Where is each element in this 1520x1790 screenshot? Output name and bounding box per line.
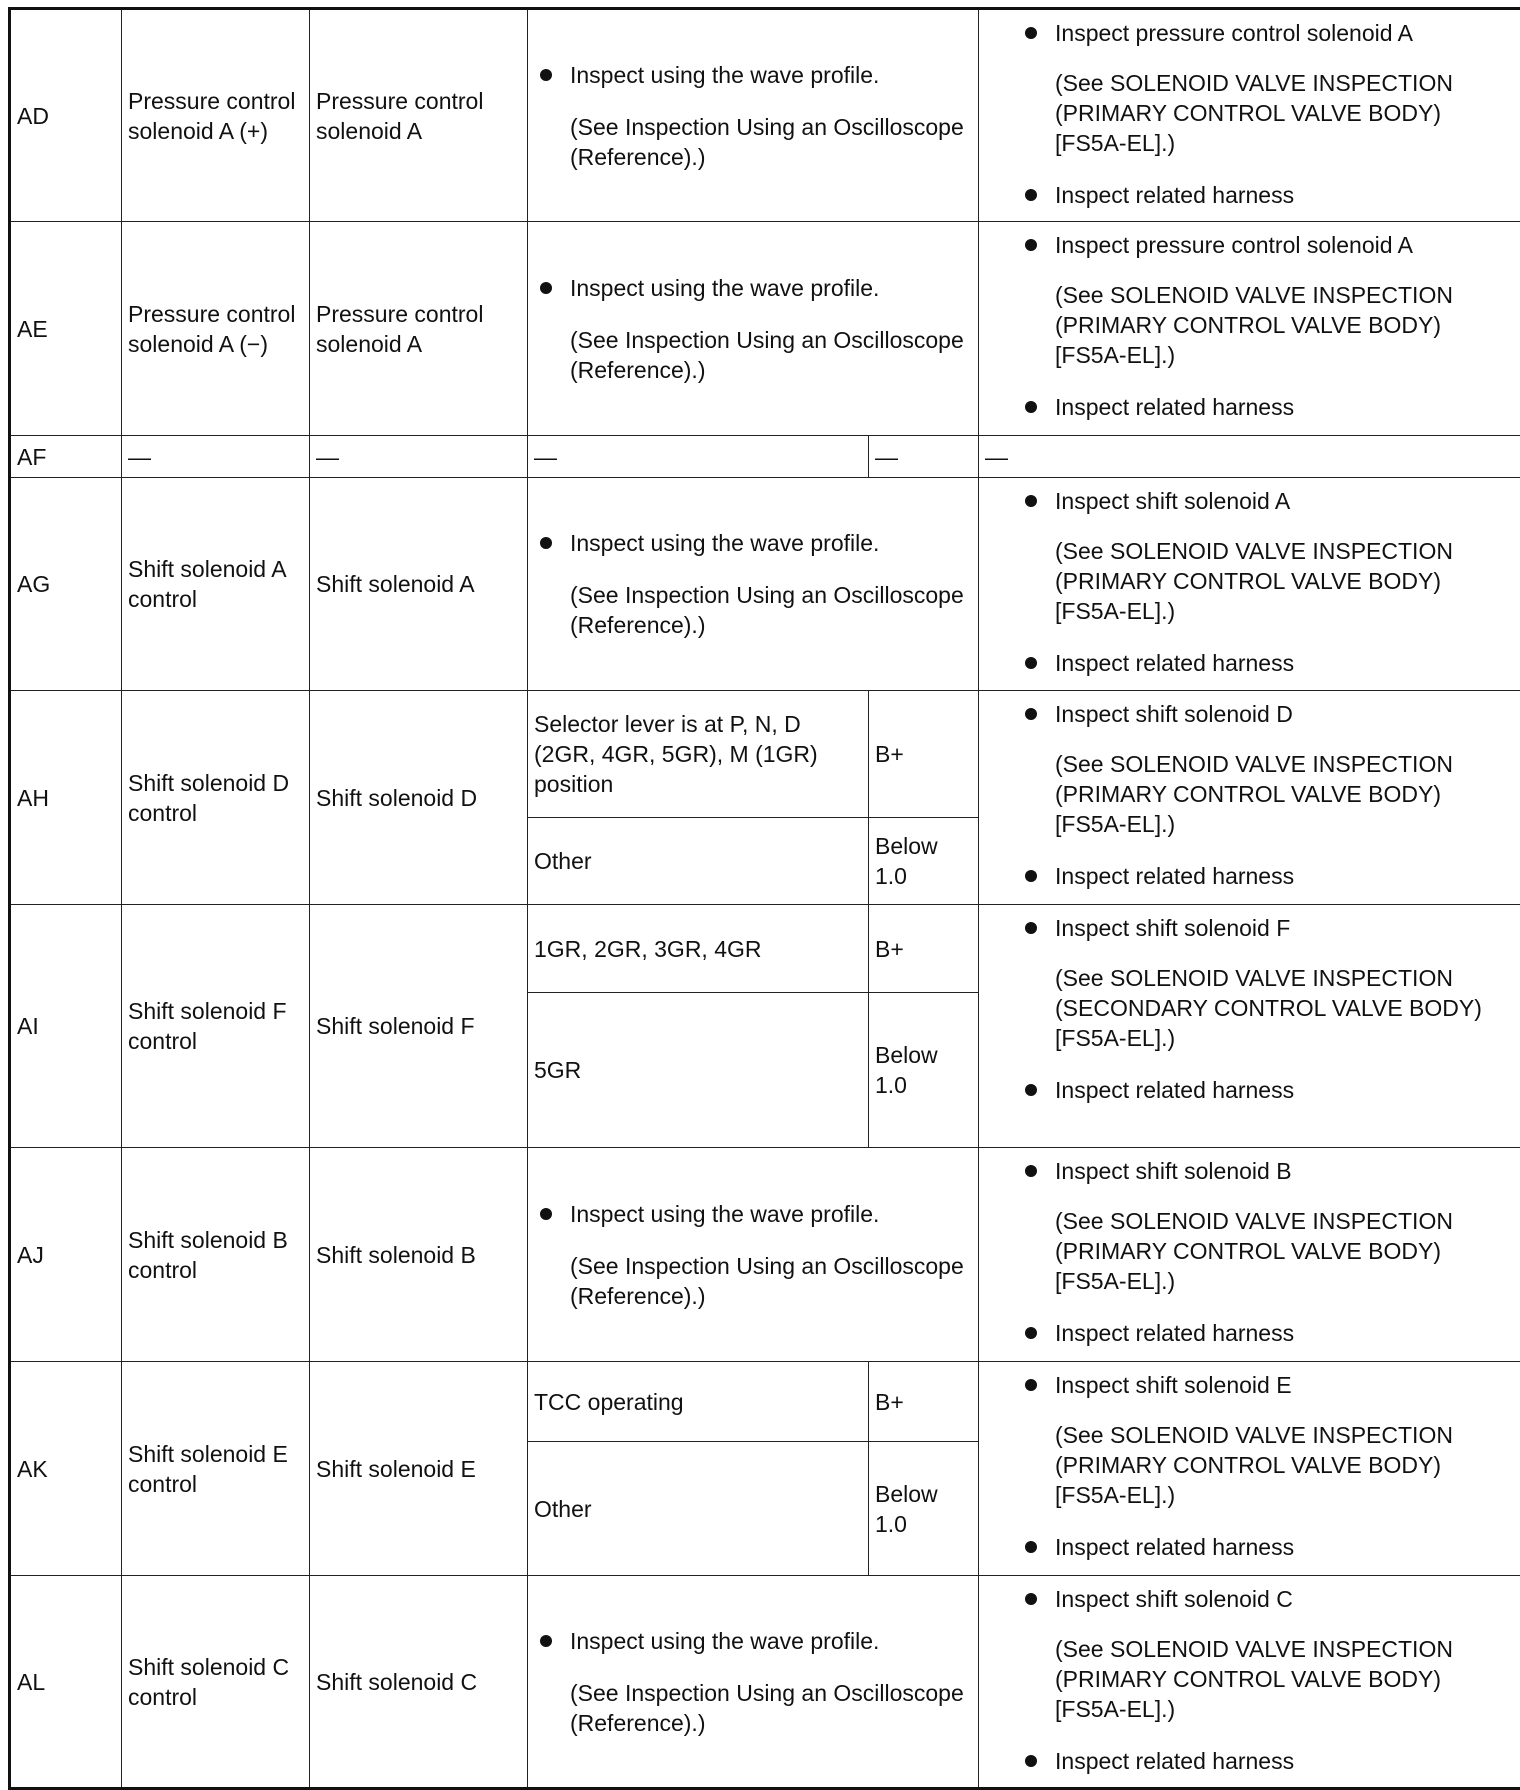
terminal-cell: AD bbox=[10, 9, 122, 222]
check-cell bbox=[528, 1148, 979, 1362]
table-row bbox=[10, 222, 1520, 436]
signal-cell: Shift solenoid B control bbox=[122, 1148, 310, 1362]
condition-cell: Selector lever is at P, N, D (2GR, 4GR, 5GR), M (1GR) position bbox=[528, 691, 869, 818]
table-row bbox=[10, 1362, 1520, 1442]
terminal-cell: AJ bbox=[10, 1148, 122, 1362]
action-first: Inspect pressure control solenoid A bbox=[1055, 230, 1413, 260]
bullet-icon bbox=[1025, 1593, 1037, 1605]
table-row bbox=[10, 691, 1520, 818]
table-row bbox=[10, 9, 1520, 222]
action-reference: (See SOLENOID VALVE INSPECTION (PRIMARY CONTROL VALVE BODY) [FS5A-EL].) bbox=[1055, 68, 1512, 158]
check-cell bbox=[528, 1576, 979, 1789]
action-cell bbox=[979, 1362, 1520, 1576]
bullet-icon bbox=[1025, 1755, 1037, 1767]
check-bullet: Inspect using the wave profile. bbox=[570, 60, 879, 90]
action-cell bbox=[979, 1576, 1520, 1789]
signal-cell: — bbox=[122, 436, 310, 478]
terminal-cell: AH bbox=[10, 691, 122, 905]
condition-cell: TCC operating bbox=[528, 1362, 869, 1442]
condition-cell: 1GR, 2GR, 3GR, 4GR bbox=[528, 905, 869, 993]
action-last: Inspect related harness bbox=[1055, 1746, 1294, 1776]
component-cell: Pressure control solenoid A bbox=[310, 222, 528, 436]
terminal-cell: AK bbox=[10, 1362, 122, 1576]
bullet-icon bbox=[1025, 189, 1037, 201]
component-cell: — bbox=[310, 436, 528, 478]
bullet-icon bbox=[1025, 922, 1037, 934]
terminal-inspection-table bbox=[8, 7, 1520, 1790]
bullet-icon bbox=[1025, 708, 1037, 720]
check-reference: (See Inspection Using an Oscilloscope (Reference).) bbox=[570, 1251, 972, 1311]
action-first: Inspect shift solenoid F bbox=[1055, 913, 1290, 943]
check-reference: (See Inspection Using an Oscilloscope (Reference).) bbox=[570, 1678, 972, 1738]
bullet-icon bbox=[1025, 239, 1037, 251]
action-reference: (See SOLENOID VALVE INSPECTION (PRIMARY CONTROL VALVE BODY) [FS5A-EL].) bbox=[1055, 280, 1512, 370]
terminal-cell: AI bbox=[10, 905, 122, 1148]
component-cell: Pressure control solenoid A bbox=[310, 9, 528, 222]
check-bullet: Inspect using the wave profile. bbox=[570, 1626, 879, 1656]
terminal-cell: AF bbox=[10, 436, 122, 478]
action-first: Inspect shift solenoid D bbox=[1055, 699, 1293, 729]
action-cell bbox=[979, 478, 1520, 691]
bullet-icon bbox=[1025, 27, 1037, 39]
bullet-icon bbox=[1025, 1541, 1037, 1553]
action-last: Inspect related harness bbox=[1055, 1318, 1294, 1348]
action-cell: — bbox=[979, 436, 1520, 478]
bullet-icon bbox=[1025, 401, 1037, 413]
terminal-cell: AE bbox=[10, 222, 122, 436]
action-last: Inspect related harness bbox=[1055, 648, 1294, 678]
bullet-icon bbox=[1025, 657, 1037, 669]
action-cell bbox=[979, 691, 1520, 905]
action-last: Inspect related harness bbox=[1055, 861, 1294, 891]
bullet-icon bbox=[540, 69, 552, 81]
signal-cell: Shift solenoid E control bbox=[122, 1362, 310, 1576]
bullet-icon bbox=[540, 282, 552, 294]
action-first: Inspect pressure control solenoid A bbox=[1055, 18, 1413, 48]
table-row bbox=[10, 478, 1520, 691]
action-cell bbox=[979, 905, 1520, 1148]
signal-cell: Shift solenoid C control bbox=[122, 1576, 310, 1789]
action-first: Inspect shift solenoid E bbox=[1055, 1370, 1292, 1400]
component-cell: Shift solenoid E bbox=[310, 1362, 528, 1576]
condition-cell: — bbox=[528, 436, 869, 478]
signal-cell: Pressure control solenoid A (−) bbox=[122, 222, 310, 436]
action-last: Inspect related harness bbox=[1055, 392, 1294, 422]
action-reference: (See SOLENOID VALVE INSPECTION (PRIMARY CONTROL VALVE BODY) [FS5A-EL].) bbox=[1055, 536, 1512, 626]
signal-cell: Shift solenoid A control bbox=[122, 478, 310, 691]
terminal-cell: AG bbox=[10, 478, 122, 691]
check-cell bbox=[528, 222, 979, 436]
signal-cell: Shift solenoid F control bbox=[122, 905, 310, 1148]
check-reference: (See Inspection Using an Oscilloscope (Reference).) bbox=[570, 112, 972, 172]
condition-cell: 5GR bbox=[528, 993, 869, 1148]
action-last: Inspect related harness bbox=[1055, 1532, 1294, 1562]
bullet-icon bbox=[540, 537, 552, 549]
bullet-icon bbox=[1025, 1379, 1037, 1391]
component-cell: Shift solenoid C bbox=[310, 1576, 528, 1789]
bullet-icon bbox=[1025, 1327, 1037, 1339]
voltage-cell: — bbox=[869, 436, 979, 478]
component-cell: Shift solenoid B bbox=[310, 1148, 528, 1362]
condition-cell: Other bbox=[528, 818, 869, 905]
component-cell: Shift solenoid D bbox=[310, 691, 528, 905]
condition-cell: Other bbox=[528, 1442, 869, 1576]
bullet-icon bbox=[540, 1208, 552, 1220]
action-reference: (See SOLENOID VALVE INSPECTION (PRIMARY CONTROL VALVE BODY) [FS5A-EL].) bbox=[1055, 1420, 1512, 1510]
bullet-icon bbox=[1025, 1165, 1037, 1177]
check-cell bbox=[528, 478, 979, 691]
action-last: Inspect related harness bbox=[1055, 180, 1294, 210]
voltage-cell: Below 1.0 bbox=[869, 993, 979, 1148]
bullet-icon bbox=[540, 1635, 552, 1647]
terminal-cell: AL bbox=[10, 1576, 122, 1789]
action-reference: (See SOLENOID VALVE INSPECTION (SECONDARY CONTROL VALVE BODY) [FS5A-EL].) bbox=[1055, 963, 1512, 1053]
check-reference: (See Inspection Using an Oscilloscope (Reference).) bbox=[570, 580, 972, 640]
action-reference: (See SOLENOID VALVE INSPECTION (PRIMARY CONTROL VALVE BODY) [FS5A-EL].) bbox=[1055, 749, 1512, 839]
table-row bbox=[10, 905, 1520, 993]
action-reference: (See SOLENOID VALVE INSPECTION (PRIMARY CONTROL VALVE BODY) [FS5A-EL].) bbox=[1055, 1206, 1512, 1296]
bullet-icon bbox=[1025, 870, 1037, 882]
signal-cell: Shift solenoid D control bbox=[122, 691, 310, 905]
action-last: Inspect related harness bbox=[1055, 1075, 1294, 1105]
component-cell: Shift solenoid A bbox=[310, 478, 528, 691]
action-first: Inspect shift solenoid C bbox=[1055, 1584, 1293, 1614]
bullet-icon bbox=[1025, 495, 1037, 507]
action-first: Inspect shift solenoid A bbox=[1055, 486, 1290, 516]
voltage-cell: B+ bbox=[869, 905, 979, 993]
check-bullet: Inspect using the wave profile. bbox=[570, 273, 879, 303]
bullet-icon bbox=[1025, 1084, 1037, 1096]
table-row bbox=[10, 1576, 1520, 1789]
table-row bbox=[10, 436, 1520, 478]
signal-cell: Pressure control solenoid A (+) bbox=[122, 9, 310, 222]
voltage-cell: Below 1.0 bbox=[869, 1442, 979, 1576]
voltage-cell: Below 1.0 bbox=[869, 818, 979, 905]
check-cell bbox=[528, 9, 979, 222]
table-row bbox=[10, 1148, 1520, 1362]
action-first: Inspect shift solenoid B bbox=[1055, 1156, 1292, 1186]
action-cell bbox=[979, 1148, 1520, 1362]
check-bullet: Inspect using the wave profile. bbox=[570, 528, 879, 558]
action-reference: (See SOLENOID VALVE INSPECTION (PRIMARY CONTROL VALVE BODY) [FS5A-EL].) bbox=[1055, 1634, 1512, 1724]
action-cell bbox=[979, 9, 1520, 222]
voltage-cell: B+ bbox=[869, 691, 979, 818]
component-cell: Shift solenoid F bbox=[310, 905, 528, 1148]
voltage-cell: B+ bbox=[869, 1362, 979, 1442]
check-reference: (See Inspection Using an Oscilloscope (Reference).) bbox=[570, 325, 972, 385]
check-bullet: Inspect using the wave profile. bbox=[570, 1199, 879, 1229]
action-cell bbox=[979, 222, 1520, 436]
